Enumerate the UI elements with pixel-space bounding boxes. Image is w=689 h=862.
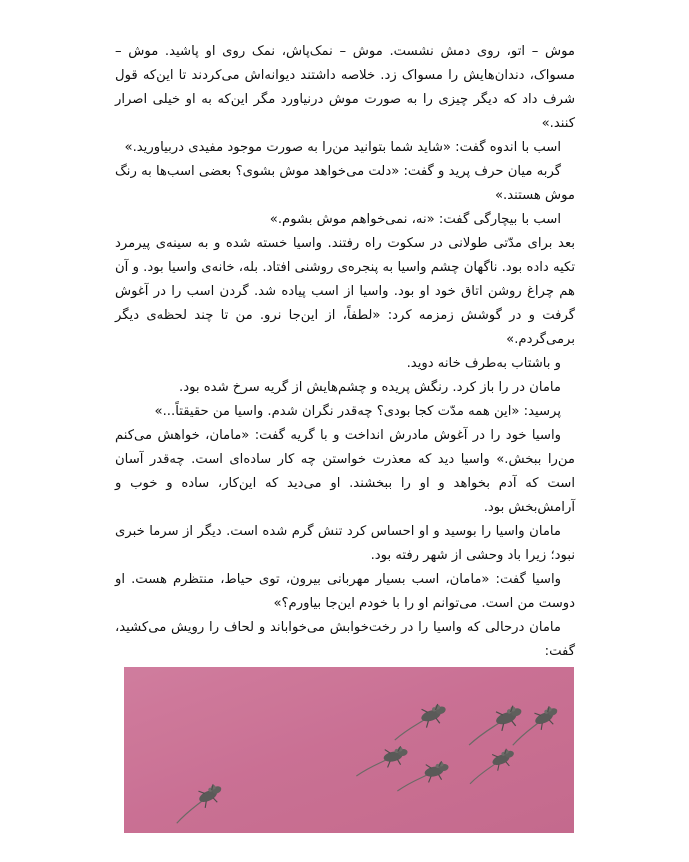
paragraph: گربه میان حرف پرید و گفت: «دلت می‌خواهد موش بشوی؟ بعضی اسب‌ها به رنگ موش هستند.» xyxy=(115,164,575,203)
paragraph: واسیا گفت: «مامان، اسب بسیار مهربانی بیرون، توی حیاط، منتظرم هست. او دوست من است. می‌توانم او را با خودم این‌جا بیاورم؟» xyxy=(115,572,575,611)
story-text xyxy=(115,40,575,664)
paragraph: اسب با بیچارگی گفت: «نه، نمی‌خواهم موش بشوم.» xyxy=(269,212,561,227)
paragraph: پرسید: «این همه مدّت کجا بودی؟ چه‌قدر نگران شدم. واسیا من حقیقتاً...» xyxy=(154,404,561,419)
paragraph: مامان در را باز کرد. رنگش پریده و چشم‌هایش از گریه سرخ شده بود. xyxy=(179,380,561,395)
paragraph: بعد برای مدّتی طولانی در سکوت راه رفتند. واسیا خسته شده و به سینه‌ی پیرمرد تکیه داده بود. ناگهان چشم واسیا به پنجره‌ی روشنی افتاد. بله، خانه‌ی واسیا بود. و آن هم چراغ روشن اتاق خود او بود. واسیا از اسب پیاده شد. گردن اسب را در آغوش گرفت و در گوشش زمزمه کرد: «لطفاً، از این‌جا نرو. من تا چند لحظه‌ی دیگر برمی‌گردم.» xyxy=(115,236,575,347)
paragraph: مامان واسیا را بوسید و او احساس کرد تنش گرم شده است. دیگر از سرما خبری نبود؛ زیرا باد وحشی از شهر رفته بود. xyxy=(115,524,575,563)
paragraph: و باشتاب به‌طرف خانه دوید. xyxy=(406,356,561,371)
paragraph: مامان درحالی که واسیا را در رخت‌خوابش می‌خواباند و لحاف را رویش می‌کشید، گفت: xyxy=(115,620,575,659)
paragraph: واسیا خود را در آغوش مادرش انداخت و با گریه گفت: «مامان، خواهش می‌کنم من‌را ببخش.» واسیا دید که معذرت خواستن چه کار ساده‌ای است. چه‌قدر آسان است که آدم بخواهد و او را ببخشند. او می‌دید که این‌کار، ساده و خوب و آرامش‌بخش بود. xyxy=(115,428,575,515)
paragraph: اسب با اندوه گفت: «شاید شما بتوانید من‌را به صورت موجود مفیدی دربیاورید.» xyxy=(124,140,561,155)
mice-illustration xyxy=(124,667,574,833)
paragraph: موش – اتو، روی دمش نشست. موش – نمک‌پاش، نمک روی او پاشید. موش – مسواک، دندان‌هایش را مسواک زد. خلاصه داشتند دیوانه‌اش می‌کردند تا این‌که قول شرف داد که دیگر چیزی را به صورت موش درنیاورد مگر این‌که به او خیلی اصرار کنند.» xyxy=(115,44,575,131)
